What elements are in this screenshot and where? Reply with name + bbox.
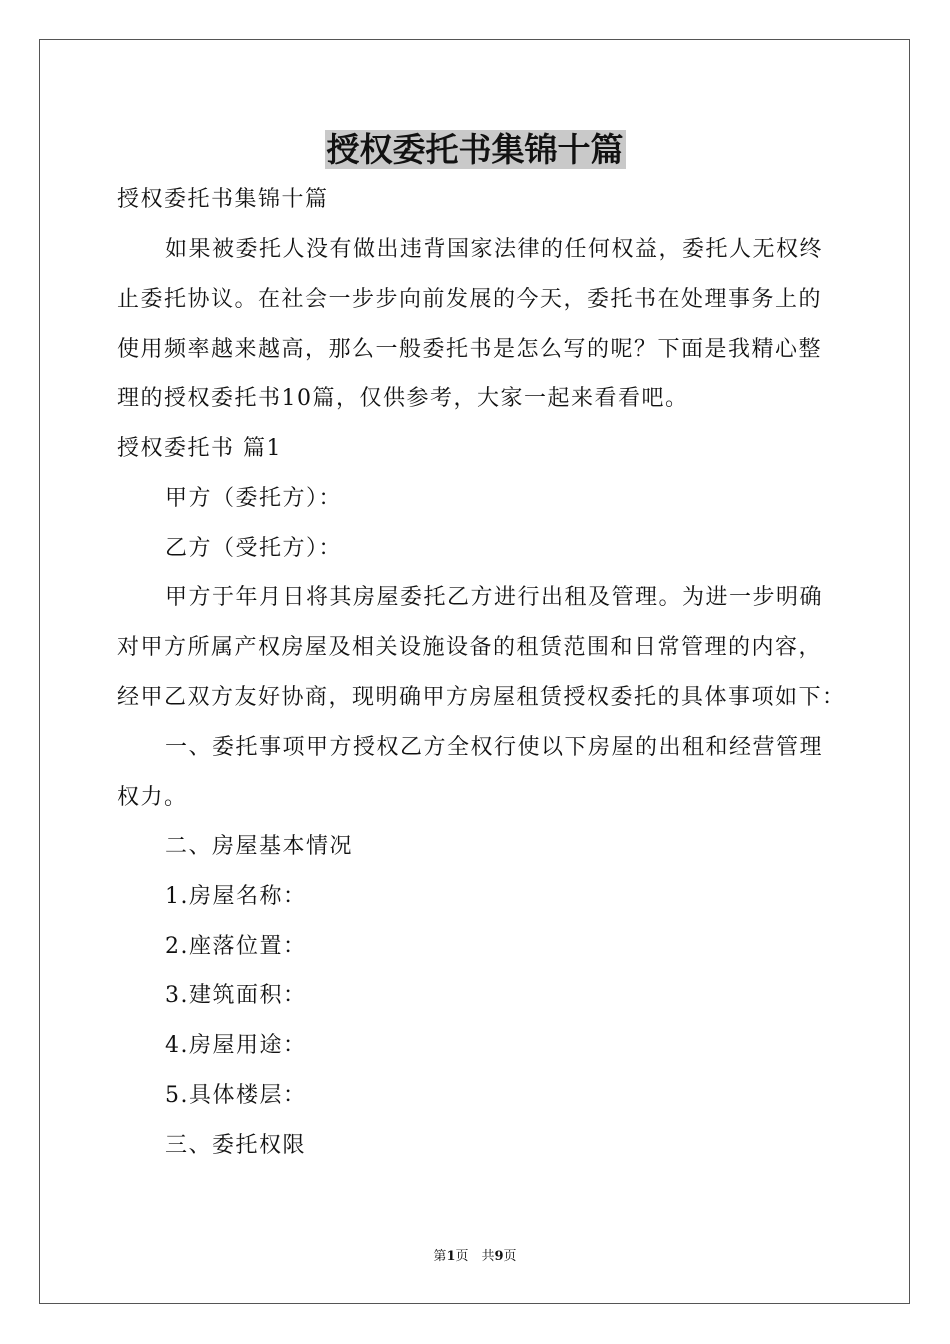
paragraph-line-2: 对甲方所属产权房屋及相关设施设备的租赁范围和日常管理的内容， xyxy=(117,635,823,660)
section-heading: 授权委托书 篇1 xyxy=(117,436,282,461)
intro-line-1: 如果被委托人没有做出违背国家法律的任何权益，委托人无权终 xyxy=(165,237,824,262)
paragraph-line-3: 经甲乙双方友好协商，现明确甲方房屋租赁授权委托的具体事项如下： xyxy=(117,685,846,710)
party-b-line: 乙方（受托方）： xyxy=(165,536,343,561)
item-three-heading: 三、委托权限 xyxy=(165,1133,307,1158)
party-a-line: 甲方（委托方）： xyxy=(165,486,343,511)
page-footer xyxy=(0,1248,950,1266)
paragraph-line-1: 甲方于年月日将其房屋委托乙方进行出租及管理。为进一步明确 xyxy=(165,585,824,610)
intro-line-2: 止委托协议。在社会一步步向前发展的今天，委托书在处理事务上的 xyxy=(117,287,823,312)
item-two-heading: 二、房屋基本情况 xyxy=(165,834,354,859)
house-item-4: 4.房屋用途： xyxy=(165,1033,307,1058)
intro-line-3: 使用频率越来越高，那么一般委托书是怎么写的呢？下面是我精心整 xyxy=(117,337,823,362)
document-title: 授权委托书集锦十篇 xyxy=(326,130,624,169)
document-subtitle: 授权委托书集锦十篇 xyxy=(117,187,329,212)
intro-line-4: 理的授权委托书10篇，仅供参考，大家一起来看看吧。 xyxy=(117,386,689,411)
item-one-line-1: 一、委托事项甲方授权乙方全权行使以下房屋的出租和经营管理 xyxy=(165,735,824,760)
house-item-5: 5.具体楼层： xyxy=(165,1083,307,1108)
footer-total-pages: 9 xyxy=(494,1249,504,1264)
footer-prefix: 第 xyxy=(433,1249,447,1264)
page-border xyxy=(39,39,910,1304)
house-item-2: 2.座落位置： xyxy=(165,934,307,959)
footer-middle: 页 共 xyxy=(455,1249,495,1264)
house-item-1: 1.房屋名称： xyxy=(165,884,307,909)
footer-suffix: 页 xyxy=(503,1249,517,1264)
house-item-3: 3.建筑面积： xyxy=(165,983,307,1008)
footer-page-number: 1 xyxy=(446,1249,456,1264)
item-one-line-2: 权力。 xyxy=(117,785,188,810)
